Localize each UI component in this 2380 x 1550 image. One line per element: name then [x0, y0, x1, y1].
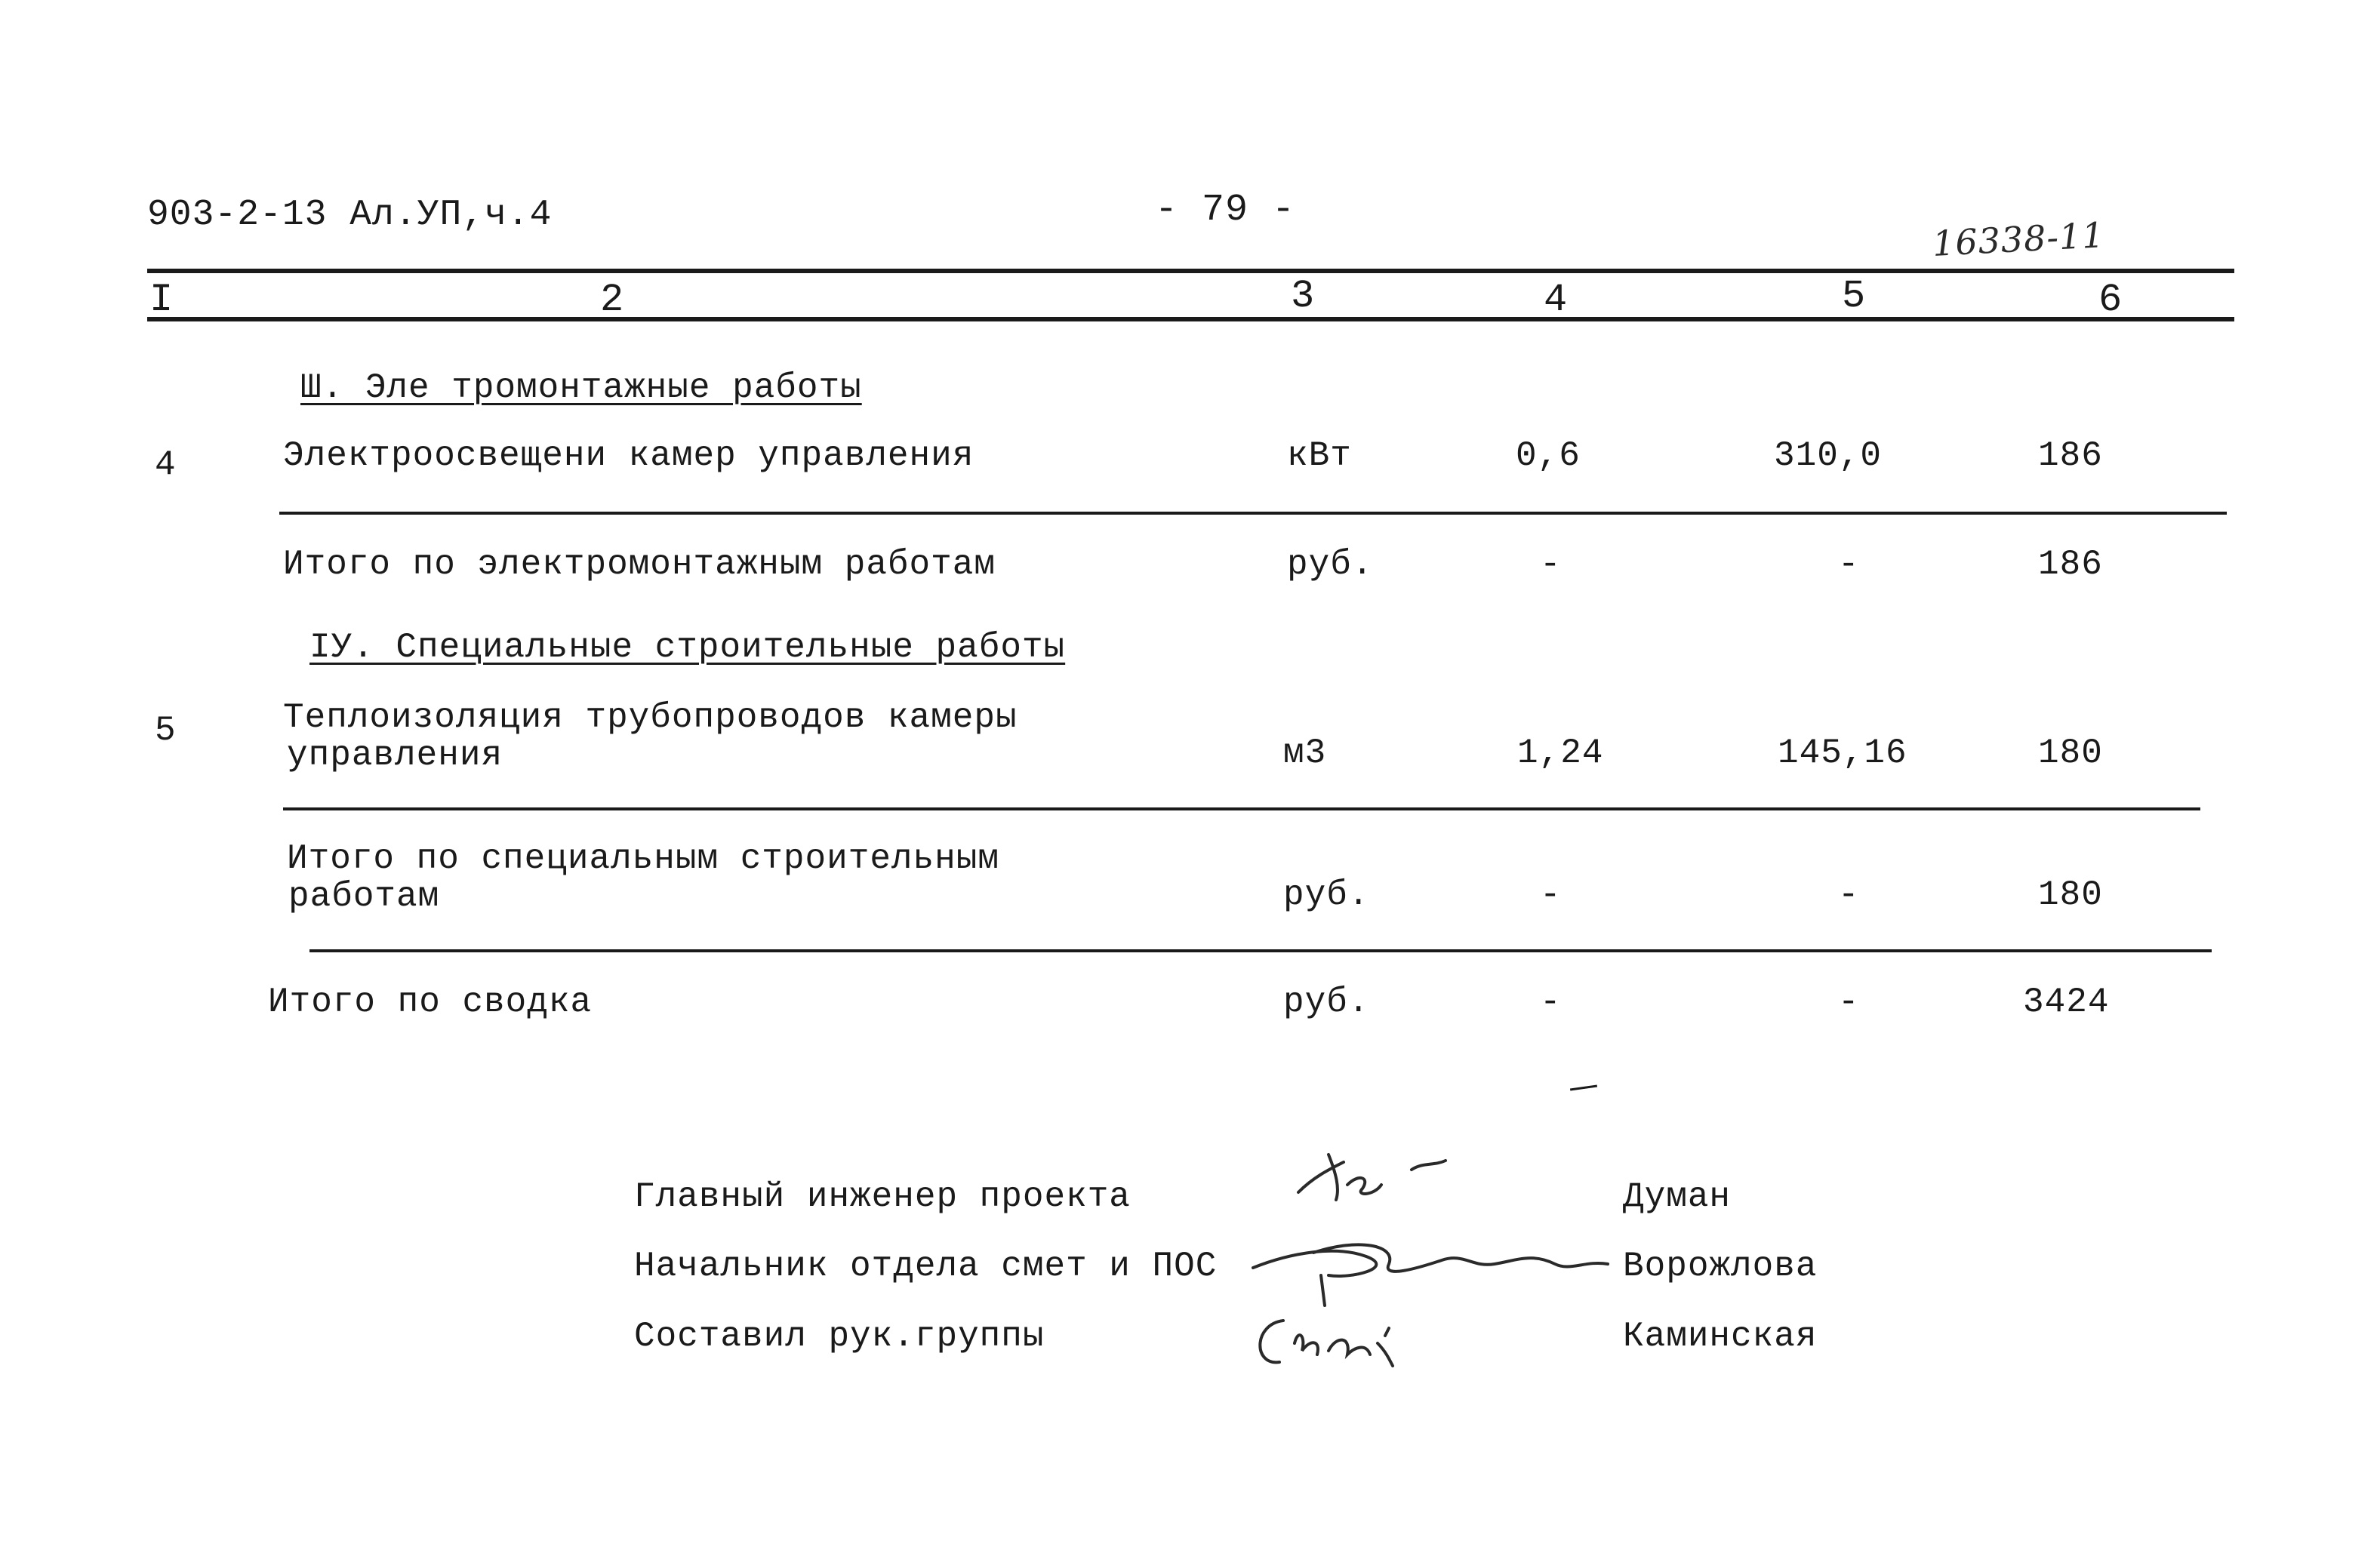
row-5-total: 180	[2038, 733, 2103, 773]
signature-name-estimates-head: Ворожлова	[1623, 1247, 1818, 1286]
row-4-name: Электроосвещени камер управления	[283, 436, 974, 475]
stray-mark	[1570, 1085, 1597, 1091]
table-header-bottom-rule	[147, 317, 2234, 321]
row-5-price: 145,16	[1778, 733, 1907, 773]
column-header-3: 3	[1291, 274, 1315, 318]
table-top-rule	[147, 269, 2234, 273]
row-5-number: 5	[155, 711, 177, 750]
row-4-number: 4	[155, 445, 177, 484]
subtotal-special-qty: -	[1540, 875, 1561, 915]
subtotal-special-label-line1: Итого по специальным строительным	[287, 839, 999, 878]
subtotal-special-unit: руб.	[1283, 875, 1370, 915]
row-4-bottom-rule	[279, 512, 2227, 515]
signature-role-chief-engineer: Главный инженер проекта	[634, 1177, 1131, 1216]
column-header-2: 2	[600, 278, 624, 322]
grand-total-label: Итого по сводка	[268, 983, 593, 1022]
row-4-total: 186	[2038, 436, 2103, 475]
row-5-name-line1: Теплоизоляция трубопроводов камеры	[283, 698, 1018, 737]
column-header-6: 6	[2098, 278, 2123, 322]
row-4-price: 310,0	[1774, 436, 1883, 475]
signature-name-chief-engineer: Думан	[1623, 1177, 1732, 1216]
section-title-special: ІУ. Специальные строительные работы	[309, 628, 1066, 667]
row-4-unit: кВт	[1287, 436, 1352, 475]
subtotal-special-total: 180	[2038, 875, 2103, 915]
subtotal-electrical-price: -	[1838, 545, 1859, 584]
column-header-4: 4	[1544, 278, 1568, 322]
grand-total-value: 3424	[2023, 983, 2110, 1022]
row-5-qty: 1,24	[1517, 733, 1604, 773]
row-5-name-line2: управления	[287, 736, 503, 775]
row-5-bottom-rule	[283, 807, 2200, 810]
handwritten-signature-chief-engineer	[1283, 1132, 1479, 1215]
subtotal-electrical-unit: руб.	[1287, 545, 1374, 584]
page-number: - 79 -	[1155, 189, 1296, 232]
column-header-5: 5	[1842, 274, 1866, 318]
grand-total-unit: руб.	[1283, 983, 1370, 1022]
row-4-qty: 0,6	[1516, 436, 1581, 475]
grand-total-qty: -	[1540, 983, 1561, 1022]
signature-role-estimates-head: Начальник отдела смет и ПОС	[634, 1247, 1218, 1286]
handwritten-signature-compiler	[1238, 1298, 1434, 1381]
subtotal-special-bottom-rule	[309, 949, 2212, 952]
grand-total-price: -	[1838, 983, 1859, 1022]
signature-role-compiler: Составил рук.группы	[634, 1317, 1045, 1356]
column-header-1: I	[149, 278, 174, 322]
row-5-unit: м3	[1283, 733, 1327, 773]
subtotal-electrical-label: Итого по электромонтажным работам	[283, 545, 996, 584]
document-code: 903-2-13 Ал.УП,ч.4	[147, 195, 553, 235]
subtotal-electrical-total: 186	[2038, 545, 2103, 584]
subtotal-electrical-qty: -	[1540, 545, 1561, 584]
signature-name-compiler: Каминская	[1623, 1317, 1818, 1356]
subtotal-special-price: -	[1838, 875, 1859, 915]
subtotal-special-label-line2: работам	[288, 877, 440, 916]
archive-number: 16338-11	[1931, 214, 2106, 264]
section-title-electrical: Ш. Эле тромонтажные работы	[300, 368, 862, 407]
